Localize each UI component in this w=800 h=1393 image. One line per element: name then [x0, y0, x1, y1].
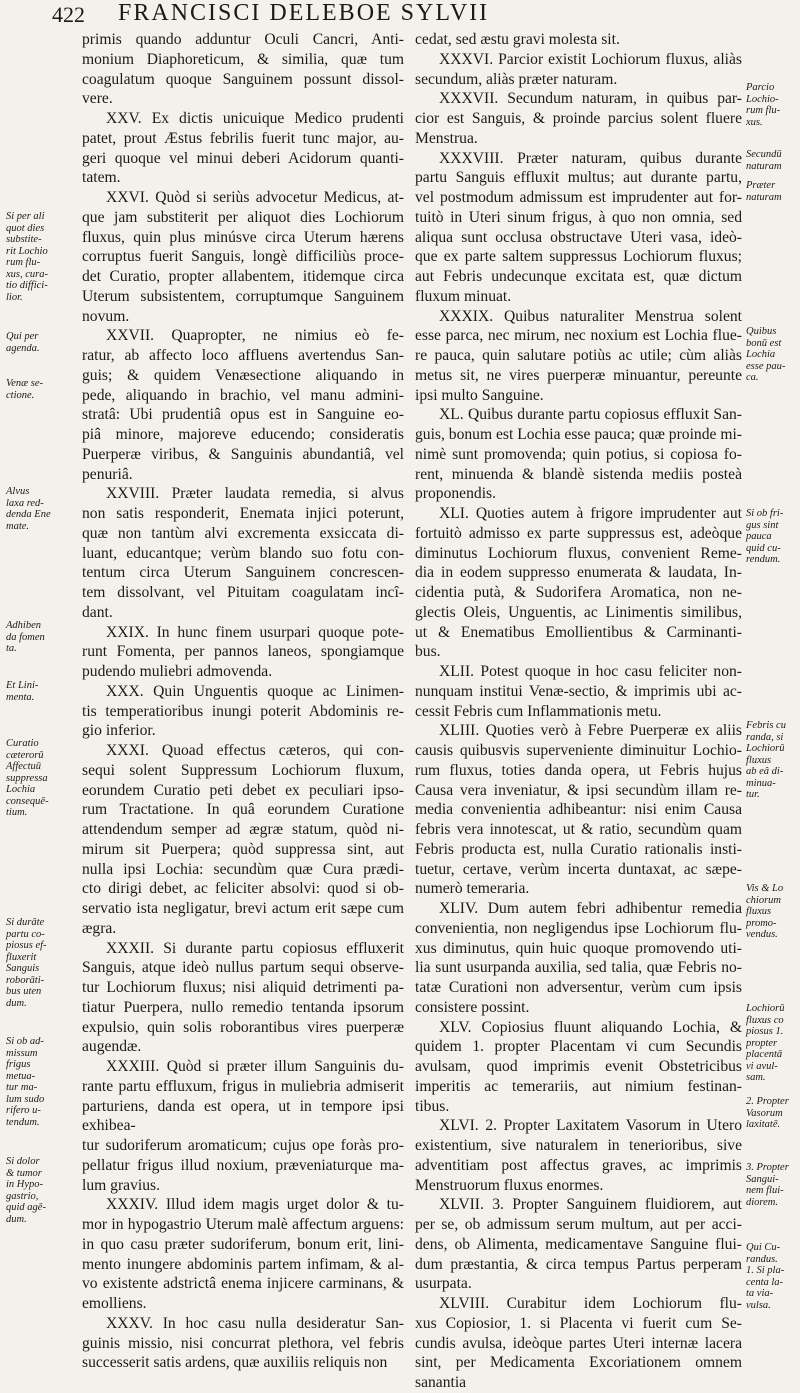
- right-column-line: sanantia: [415, 1374, 467, 1391]
- left-margin-note: Curatio cæterorū Affectuū suppressa Lochia consequē- tium.: [6, 738, 49, 818]
- right-column-line: causis quibusvis superveniente diminuitur Lochio-: [415, 742, 742, 759]
- right-margin-note: Quibus bonū est Lochia esse pau- ca.: [746, 326, 786, 383]
- page-header: [0, 0, 800, 28]
- right-column-line: que ex parte saltem suppressus Lochiorum fluxus;: [415, 248, 742, 266]
- left-column-line: tem dissolvant, vel Pituitam coagulatam incî-: [82, 584, 404, 601]
- right-column-line: Causa vera inveniatur, & ipsi secundùm illam re-: [415, 781, 742, 799]
- right-column-line: diminutus Lochiorum fluxus, convenient Reme-: [415, 544, 742, 562]
- left-column-line: XXVIII. Præter laudata remedia, si alvus: [106, 485, 404, 503]
- right-column-line: tuitò in Uteri sinum frigus, à quo non omnia, sed: [415, 208, 742, 226]
- right-column-line: nunquam institui Venæ-sectio, & imprimis ubi ac-: [415, 682, 742, 700]
- right-column-line: cidentia putà, & Sudorifera Aromatica, non ne-: [415, 584, 742, 601]
- left-column-line: tentum circa Uterum Sanguinem concrescen-: [82, 564, 404, 582]
- left-column-line: XXXI. Quoad effectus cæteros, qui con-: [106, 742, 404, 759]
- right-column-line: proponendis.: [415, 485, 496, 503]
- left-margin-note: Si dolor & tumor in Hypo- gastrio, quid agē- dum.: [6, 1156, 46, 1225]
- right-column-line: bus.: [415, 643, 441, 661]
- right-column-line: existentium, sive naturalem in tenerioribus, sive: [415, 1137, 742, 1154]
- left-column-line: mor in hypogastrio Uterum malè affectum arguens:: [82, 1216, 404, 1233]
- left-column-line: XXXII. Si durante partu copiosus effluxerit: [106, 939, 404, 957]
- left-margin-note: Si per ali quot dies substite- rit Lochio rum flu- xus, cura- tio diffici- lior.: [6, 211, 48, 303]
- left-column-line: primis quando adduntur Oculi Cancri, Anti-: [82, 31, 404, 48]
- right-text-column: [415, 30, 742, 1393]
- right-column-line: XLVIII. Curabitur idem Lochiorum flu-: [439, 1295, 742, 1312]
- left-column-line: lum gravius.: [82, 1176, 160, 1194]
- left-column-line: pudendo muliebri admovenda.: [82, 663, 273, 680]
- left-column-line: ægra.: [82, 919, 117, 937]
- left-column-line: XXXV. In hoc casu nulla desideratur San-: [106, 1314, 404, 1332]
- left-column-line: emolliens.: [82, 1295, 147, 1312]
- left-column-line: stratâ: Ubi prudentiâ opus est in Sanguine eo-: [82, 406, 404, 424]
- left-column-line: XXXIV. Illud idem magis urget dolor & tu-: [106, 1196, 404, 1214]
- left-column-line: XXXIII. Quòd si præter illum Sanguinis du-: [106, 1058, 404, 1075]
- right-column-line: Febris producta est, nulla Curatio rationalis insti-: [415, 840, 742, 858]
- left-column-line: XXIX. In hunc finem usurpari quoque pote-: [106, 623, 404, 641]
- right-column-line: aliqua sunt occlusa obstructave Uteri vasa, ideò-: [415, 228, 742, 246]
- left-column-line: non satis responderit, Enemata injici poterunt,: [82, 505, 404, 522]
- left-column-line: vo existente adstrictâ enema injicere carminans, &: [82, 1275, 404, 1293]
- right-column-line: XXXVIII. Præter naturam, quibus durante: [439, 149, 742, 167]
- right-margin-note: Parcio Lochio- rum flu- xus.: [746, 82, 781, 128]
- left-column-line: rum Tractatione. In quâ eorundem Curatione: [82, 801, 404, 819]
- right-column-line: XXXVII. Secundum naturam, in quibus par-: [439, 90, 742, 108]
- left-column-line: XXVI. Quòd si seriùs advocetur Medicus, at-: [106, 189, 404, 206]
- right-column-line: XLVII. 3. Propter Sanguinem fluidiorem, aut: [439, 1196, 742, 1214]
- right-column-line: lia sunt usurpanda auxilia, sed talia, quæ Febris no-: [415, 959, 742, 977]
- left-column-line: Sanguis, atque ideò nullus partum sequi observe-: [82, 959, 404, 977]
- left-column-line: monium Diaphoreticum, & similia, quæ tum: [82, 50, 404, 68]
- right-column-line: Menstruorum fluxus enormes.: [415, 1176, 604, 1194]
- right-column-line: guis, bonum est Lochia esse pauca; quæ proinde mi-: [415, 426, 742, 443]
- right-column-line: media convenientia adhibeantur: nisi enim Causa: [415, 801, 742, 819]
- left-column-line: guinis missio, nisi concurrat plethora, vel febris: [82, 1334, 404, 1352]
- left-margin-note: Adhiben da fomen ta.: [6, 620, 45, 654]
- left-column-line: piâ minore, majoreve educendo; consideratis: [82, 426, 404, 443]
- right-column-line: per se, ob admissum serum multum, aut per acci-: [415, 1216, 742, 1233]
- left-column-line: expulsio, quin solis roborantibus vires puerperæ: [82, 1018, 404, 1036]
- right-margin-note: Secundū naturam: [746, 149, 782, 172]
- right-column-line: esse parca, nec mirum, nec noxium est Lochia flue-: [415, 327, 742, 345]
- right-column-line: partu Sanguis effluxit multus; aut durante partu,: [415, 169, 742, 187]
- right-column-line: cior est Sanguis, & proinde parcius solent fluere: [415, 110, 742, 127]
- right-column-line: dens, ob Alimenta, medicamentave Sanguine flui-: [415, 1235, 742, 1253]
- right-column-line: rum fluxus, toties danda opera, ut Febris hujus: [415, 761, 742, 779]
- left-column-line: tur sudoriferum aromaticum; cujus ope foràs pro-: [82, 1137, 404, 1154]
- left-margin-note: Qui per agenda.: [6, 331, 40, 354]
- right-column-line: tatæ Curationi non adversentur, verùm cum ipsis: [415, 979, 742, 996]
- right-margin-note: 3. Propter Sangui- nem flui- diorem.: [746, 1162, 789, 1208]
- right-column-line: re pauca, quin salutare potiùs ac utile; cùm aliàs: [415, 347, 742, 364]
- right-column-line: Menstrua.: [415, 129, 478, 147]
- right-column-line: tuetur, certave, verùm incerta duntaxat, ac sæpe-: [415, 860, 742, 878]
- left-column-line: tur Lochiorum fluxus; nisi aliquid detrimenti pa-: [82, 979, 404, 996]
- right-column-line: nimè sunt promovenda; quin potius, si copiosa fo-: [415, 445, 742, 463]
- right-column-line: XXXVI. Parcior existit Lochiorum fluxus, aliàs: [439, 50, 742, 68]
- left-column-line: XXV. Ex dictis unicuique Medico prudenti: [106, 110, 404, 127]
- right-column-line: XLIV. Dum autem febri adhibentur remedia: [439, 900, 742, 917]
- right-margin-note: Si ob fri- gus sint pauca quid cu- rendum.: [746, 508, 784, 565]
- left-column-line: pellatur frigus illud noxium, præveniaturque ma-: [82, 1156, 404, 1174]
- left-column-line: guis; & quidem Venæsectione aliquando in: [82, 366, 404, 384]
- left-column-line: in quo casu præter sudoriferum, bonum erit, lini-: [82, 1235, 404, 1253]
- right-column-line: dia in eodem suppresso enumerata & laudata, In-: [415, 564, 742, 582]
- right-column-line: numerò temeraria.: [415, 880, 530, 898]
- left-column-line: rante partu effluxum, frigus in muliebria admiserit: [82, 1077, 404, 1095]
- right-column-line: ut & Enematibus Emollientibus & Carminanti-: [415, 623, 742, 641]
- left-column-line: tis temperatioribus inungi poterit Abdominis re-: [82, 702, 404, 720]
- left-column-line: que jam substiterit per aliquot dies Lochiorum: [82, 208, 404, 226]
- left-column-line: det Curatio, propter allabentem, itidemque circa: [82, 268, 404, 285]
- right-margin-note: Lochiorū fluxus co piosus 1. propter placentā vi avul- sam.: [746, 1003, 785, 1083]
- left-column-line: eorundem Curatio peti debet ex peculiari ipso-: [82, 781, 404, 799]
- left-column-line: luant, educantque; verùm blando suo fotu con-: [82, 544, 404, 562]
- left-column-line: dant.: [82, 603, 113, 621]
- right-margin-note: Febris cu randa, si Lochiorū fluxus ab eâ di- minua- tur.: [746, 720, 786, 800]
- left-column-line: quæ non tantùm alvi excrementa exsiccata di-: [82, 524, 404, 542]
- left-column-line: mirum sit Puerpera; quòd suppressa sint, aut: [82, 840, 404, 858]
- left-margin-note: Venæ se- ctione.: [6, 378, 44, 401]
- right-column-line: glectis Oleis, Unguentis, ac Linimentis similibus,: [415, 603, 742, 621]
- left-column-line: attendendum semper ad ægræ statum, quòd ni-: [82, 821, 404, 838]
- left-column-line: gio inferior.: [82, 722, 156, 740]
- right-column-line: XXXIX. Quibus naturaliter Menstrua solent: [439, 307, 742, 325]
- left-column-line: successerit satis ardens, quæ auxiliis reliquis non: [82, 1354, 388, 1372]
- right-column-line: XL. Quibus durante partu copiosus effluxit San-: [439, 406, 742, 424]
- right-column-line: convenientia, non negligendus ipse Lochiorum flu-: [415, 919, 742, 937]
- running-head: FRANCISCI DELEBOE SYLVII: [118, 0, 490, 26]
- left-column-line: nulla ipsi Lochia: secundùm quæ Cura prædi-: [82, 860, 404, 878]
- left-column-line: novum.: [82, 307, 130, 325]
- left-column-line: servatio ista negligatur, brevi actum erit sæpe cum: [82, 900, 404, 917]
- left-margin-note: Alvus laxa red- denda Ene mate.: [6, 486, 51, 532]
- left-column-line: penuriâ.: [82, 465, 133, 483]
- left-margin-note: Et Lini- menta.: [6, 680, 39, 703]
- left-column-line: coagulatum quoque Sanguinem possunt dissol-: [82, 70, 404, 88]
- right-column-line: dum præstantia, & circa tempus Partus perperam: [415, 1255, 742, 1273]
- left-column-line: XXX. Quin Unguentis quoque ac Linimen-: [106, 682, 404, 700]
- left-column-line: vere.: [82, 90, 113, 108]
- right-column-line: imperitis ac temerariis, aut nimium festinan-: [415, 1077, 742, 1095]
- right-column-line: febris vera innotescat, ut & ratio, secundùm quam: [415, 821, 742, 838]
- right-column-line: rent, minuenda & blandè sistenda mediis posteà: [415, 465, 742, 483]
- right-margin-note: Præter naturam: [746, 180, 782, 203]
- right-column-line: consistere possint.: [415, 998, 530, 1016]
- right-column-line: ipsi multo Sanguine.: [415, 386, 544, 404]
- page-number: 422: [52, 2, 85, 27]
- right-column-line: metus sit, ne vires puerperæ minuantur, pereunte: [415, 366, 742, 384]
- left-column-line: tatem.: [82, 169, 121, 187]
- left-column-line: mento inungere abdominis partem infimam, & al-: [82, 1255, 404, 1273]
- right-column-line: XLV. Copiosius fluunt aliquando Lochia, &: [439, 1018, 742, 1036]
- right-column-line: tibus.: [415, 1097, 450, 1115]
- right-column-line: XLII. Potest quoque in hoc casu feliciter non-: [439, 663, 742, 680]
- right-column-line: xus Copiosior, 1. si Placenta vi fuerit cum Se-: [415, 1314, 742, 1332]
- right-column-line: XLI. Quoties autem à frigore imprudenter aut: [439, 505, 742, 522]
- left-column-line: ratur, ab affecto loco affluens avertendus San-: [82, 347, 404, 364]
- left-column-line: tiatur Puerpera, nullo remedio tentanda ipsorum: [82, 998, 404, 1016]
- left-margin-note: Si ob ad- missum frigus metua- tur ma- lum sudo rifero u- tendum.: [6, 1036, 45, 1128]
- right-column-line: aut Febris undecunque excitata est, quæ dictum: [415, 268, 742, 285]
- left-column-line: Uterum subsistentem, corruptumque Sanguinem: [82, 287, 404, 305]
- left-column-line: augendæ.: [82, 1038, 142, 1056]
- right-column-line: adventitiam post affectus graves, ac imprimis: [415, 1156, 742, 1174]
- right-column-line: cundis avulsa, ideòque partes Uteri internæ lacera: [415, 1334, 742, 1352]
- right-column-line: secundum, aliàs præter naturam.: [415, 70, 618, 88]
- left-text-column: [82, 30, 404, 1373]
- left-column-line: parturiens, danda est opera, ut in tempore ipsi exhibea-: [82, 1097, 404, 1135]
- right-column-line: fluxum minuat.: [415, 287, 512, 305]
- left-column-line: fluxus, quin plus minúsve circa Uterum hærens: [82, 228, 404, 246]
- right-column-line: cedat, sed æstu gravi molesta sit.: [415, 31, 620, 48]
- left-column-line: corruptus fuerit Sanguis, longè difficiliùs proce-: [82, 248, 404, 266]
- left-margin-note: Si durāte partu co- piosus ef- fluxerit Sanguis roborāti- bus uten dum.: [6, 917, 47, 1009]
- right-margin-note: Qui Cu- randus. 1. Si pla- centa la- ta via- vulsa.: [746, 1242, 785, 1311]
- right-margin-note: Vis & Lo chiorum fluxus promo- vendus.: [746, 883, 784, 940]
- right-column-line: avulsam, quod imprimis evenit Obstetricibus: [415, 1058, 742, 1075]
- right-column-line: cessit Febris cum Inflammationis metu.: [415, 702, 662, 720]
- right-column-line: usurpata.: [415, 1275, 472, 1293]
- right-column-line: fortuitò admisso ex parte suppressus est, adeòque: [415, 524, 742, 542]
- left-column-line: runt Fomenta, per pannos laneos, spongiamque: [82, 643, 404, 661]
- left-column-line: Puerperæ viribus, & Sanguinis abundantiâ, vel: [82, 445, 404, 463]
- left-column-line: patet, prout Æstus febrilis fuerit tunc major, au-: [82, 129, 404, 147]
- left-column-line: pede, aliquando in brachio, vel manu admini-: [82, 386, 404, 404]
- right-column-line: XLVI. 2. Propter Laxitatem Vasorum in Utero: [439, 1117, 742, 1135]
- left-column-line: sequi solent Suppressum Lochiorum fluxum,: [82, 761, 404, 779]
- right-column-line: sint, per Medicamenta Excoriationem omnem: [415, 1354, 742, 1372]
- right-column-line: quidem 1. propter Placentam vi cum Secundis: [415, 1038, 742, 1056]
- left-column-line: cto dirigi debet, ac feliciter absolvi: quod si ob-: [82, 880, 404, 898]
- right-column-line: XLIII. Quoties verò à Febre Puerperæ ex aliis: [439, 722, 742, 740]
- right-margin-note: 2. Propter Vasorum laxitatē.: [746, 1096, 789, 1130]
- right-column-line: xus diminutus, quin huic quoque promovendo uti-: [415, 939, 742, 957]
- right-column-line: vel postmodum admissum est imprudenter aut for-: [415, 189, 742, 206]
- left-column-line: XXVII. Quapropter, ne nimius eò fe-: [106, 327, 404, 345]
- left-column-line: geri quoque vel minui deberi Acidorum quanti-: [82, 149, 404, 167]
